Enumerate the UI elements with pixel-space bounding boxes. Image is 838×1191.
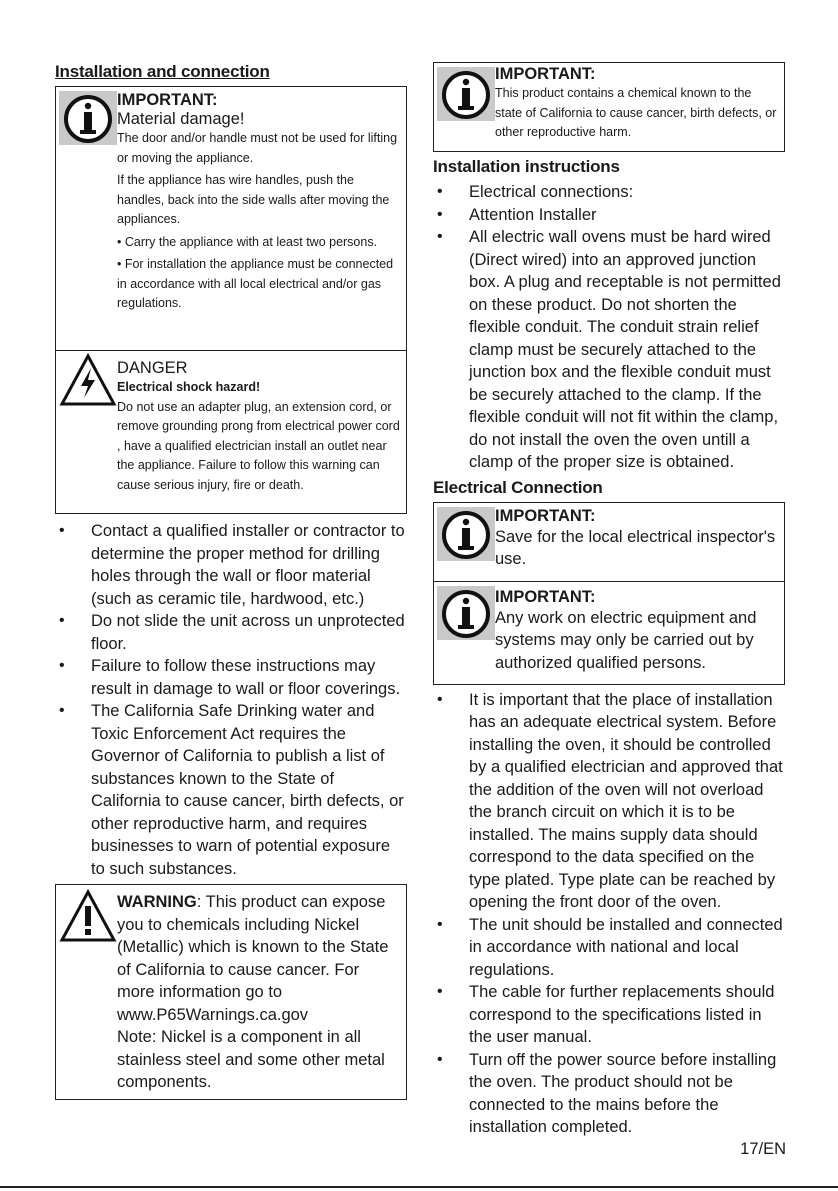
page-number: 17/EN xyxy=(740,1140,786,1158)
info-icon xyxy=(437,67,495,121)
paragraph-chemical: This product contains a chemical known to the state of California to cause cancer, birth defects, or other reproductive harm. xyxy=(495,86,777,139)
important-title: IMPORTANT: xyxy=(117,91,218,109)
important-box-material-damage xyxy=(55,86,407,351)
paragraph-door-handle: The door and/or handle must not be used for lifting or moving the appliance. xyxy=(117,131,398,165)
left-column xyxy=(55,62,407,1100)
list-item: • The unit should be installed and connected in accordance with national and local regulations. xyxy=(433,914,785,982)
shock-hazard-subtitle: Electrical shock hazard! xyxy=(117,380,261,394)
warning-url: www.P65Warnings.ca.gov xyxy=(117,1005,309,1024)
list-item: • It is important that the place of installation has an adequate electrical system. Before installing the oven, it should be controlled by a qualified electrician and approved that the addition of the oven will not overload the branch circuit on which it is to be installed. The mains supply data should correspond to the data specified on the type plated. Type plate can be reached by opening the front door of the oven. xyxy=(433,689,785,914)
paragraph-wire-handles: If the appliance has wire handles, push the handles, back into the side walls after moving the appliances. xyxy=(117,173,390,226)
warning-note: Note: Nickel is a component in all stainless steel and some other metal components. xyxy=(117,1028,385,1091)
material-damage-subtitle: Material damage! xyxy=(117,110,245,128)
list-item: • The cable for further replacements should correspond to the specifications listed in the user manual. xyxy=(433,981,785,1049)
paragraph-install-regulations: • For installation the appliance must be connected in accordance with all local electrical and/or gas regulations. xyxy=(117,257,394,310)
bottom-rule xyxy=(0,1186,838,1188)
important-title: IMPORTANT: xyxy=(495,65,596,83)
list-item: • Electrical connections: xyxy=(433,181,785,204)
important-box-authorized xyxy=(433,582,785,685)
info-icon xyxy=(59,91,117,145)
list-item: • Turn off the power source before installing the oven. The product should not be connected to the mains before the installation completed. xyxy=(433,1049,785,1139)
warning-label: WARNING xyxy=(117,893,197,911)
paragraph-adapter-plug: Do not use an adapter plug, an extension cord, or remove grounding prong from electrical power cord , have a qualified electrician install an outlet near the appliance. Failure to follow this warning can cause serious injury, fire or death. xyxy=(117,399,400,492)
warning-icon xyxy=(59,889,117,943)
right-bullet-list-2 xyxy=(433,689,785,1139)
important-box-inspector xyxy=(433,502,785,582)
warning-box-nickel xyxy=(55,884,407,1100)
list-item: • Failure to follow these instructions may result in damage to wall or floor coverings. xyxy=(55,655,407,700)
section-heading-installation: Installation and connection xyxy=(55,62,270,81)
paragraph-carry: • Carry the appliance with at least two persons. xyxy=(117,234,378,249)
right-column xyxy=(433,62,785,1139)
info-icon xyxy=(437,586,495,640)
list-item: • Attention Installer xyxy=(433,204,785,227)
list-item: • All electric wall ovens must be hard wired (Direct wired) into an approved junction box. A plug and receptable is not permitted on these product. Do not shorten the flexible conduit. The conduit strain relief clamp must be securely attached to the junction box and the flexible conduit must be securely attached to the clamp. If the flexible conduit will not fit within the clamp, do not install the oven the oven untill a clamp of the proper size is obtained. xyxy=(433,226,785,474)
info-icon xyxy=(437,507,495,561)
important-title: IMPORTANT: xyxy=(495,587,596,606)
section-heading-electrical-connection: Electrical Connection xyxy=(433,477,603,497)
list-item: • Contact a qualified installer or contractor to determine the proper method for drilling holes through the wall or floor material (such as ceramic tile, hardwood, etc.) xyxy=(55,520,407,610)
danger-box-electrical-shock xyxy=(55,351,407,514)
paragraph-authorized: Any work on electric equipment and systems may only be carried out by authorized qualified persons. xyxy=(495,608,757,672)
paragraph-inspector: Save for the local electrical inspector's use. xyxy=(495,527,776,568)
important-title: IMPORTANT: xyxy=(495,506,596,525)
warning-body: : This product can expose you to chemicals including Nickel (Metallic) which is known to the State of California to cause cancer. For more information go to xyxy=(117,893,389,1001)
electrical-hazard-icon xyxy=(59,353,117,407)
danger-title: DANGER xyxy=(117,359,188,377)
left-bullet-list xyxy=(55,520,407,880)
list-item: • Do not slide the unit across un unprotected floor. xyxy=(55,610,407,655)
important-box-chemical xyxy=(433,62,785,152)
list-item: • The California Safe Drinking water and Toxic Enforcement Act requires the Governor of California to publish a list of substances known to the State of California to cause cancer, birth defects, or other reproductive harm, and requires businesses to warn of potential exposure to such substances. xyxy=(55,700,407,880)
section-heading-installation-instructions: Installation instructions xyxy=(433,157,620,176)
right-bullet-list-1 xyxy=(433,181,785,474)
warning-text xyxy=(117,891,400,1004)
